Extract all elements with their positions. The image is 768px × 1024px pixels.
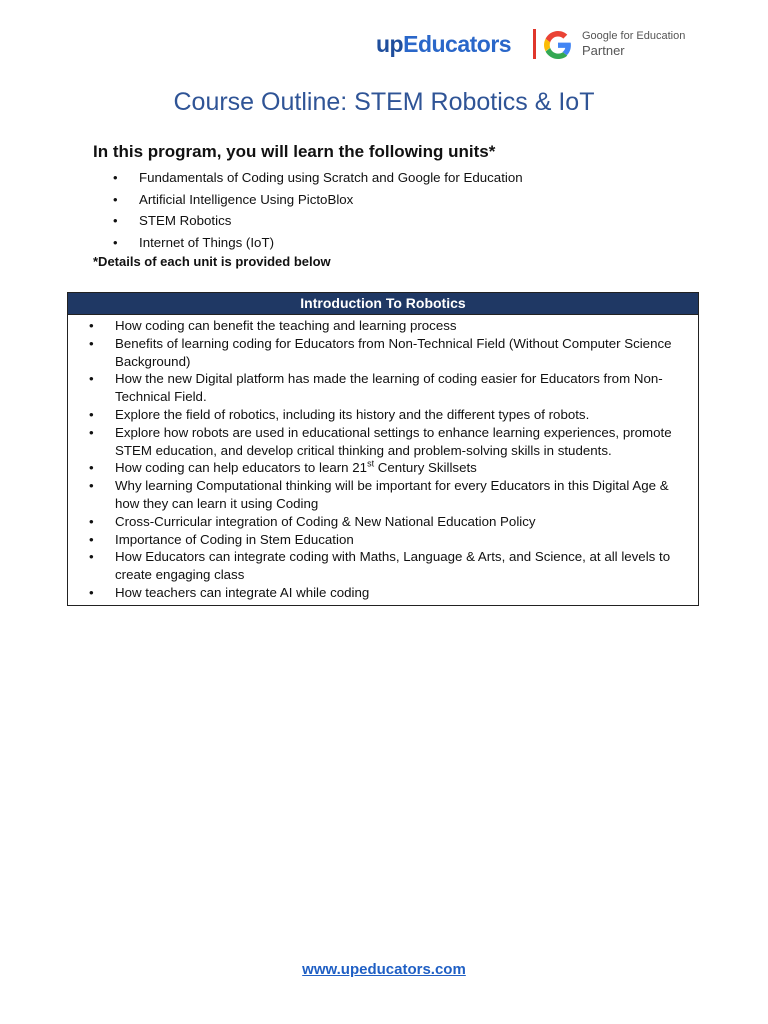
- topic-item: • Benefits of learning coding for Educators from Non-Technical Field (Without Computer Science Background): [89, 335, 692, 371]
- topic-item: • How Educators can integrate coding with Maths, Language & Arts, and Science, at all levels to create engaging class: [89, 548, 692, 584]
- header-logos: [376, 26, 696, 66]
- logo-divider: [533, 29, 536, 59]
- topic-item: • How the new Digital platform has made the learning of coding easier for Educators from Non-Technical Field.: [89, 370, 692, 406]
- unit-table-body: [68, 315, 698, 605]
- unit-item: • Artificial Intelligence Using PictoBlox: [113, 189, 523, 211]
- unit-table-header: Introduction To Robotics: [68, 293, 698, 315]
- unit-table: [67, 292, 699, 606]
- unit-item: • Fundamentals of Coding using Scratch and Google for Education: [113, 167, 523, 189]
- topic-item: • How coding can benefit the teaching and learning process: [89, 317, 692, 335]
- topic-item: [89, 459, 692, 477]
- unit-item: • STEM Robotics: [113, 210, 523, 232]
- page-title: Course Outline: STEM Robotics & IoT: [173, 88, 595, 116]
- topic-item: • How teachers can integrate AI while coding: [89, 584, 692, 602]
- details-note: *Details of each unit is provided below: [93, 254, 331, 269]
- topic-text-after: Century Skillsets: [374, 460, 477, 476]
- google-for-education-partner: [582, 29, 685, 58]
- upeducators-logo: [376, 26, 511, 62]
- topic-item: • Cross-Curricular integration of Coding & New National Education Policy: [89, 513, 692, 531]
- units-list: [113, 167, 523, 253]
- topic-item: • Why learning Computational thinking will be important for every Educators in this Digital Age & how they can learn it using Coding: [89, 477, 692, 513]
- topics-list: [89, 317, 692, 602]
- topic-item: • Explore how robots are used in educational settings to enhance learning experiences, promote STEM education, and develop critical thinking and problem-solving skills in students.: [89, 424, 692, 460]
- website-link[interactable]: www.upeducators.com: [302, 961, 466, 978]
- partner-line2: Partner: [582, 43, 625, 58]
- partner-line1: Google for Education: [582, 30, 686, 42]
- topic-text-before: How coding can help educators to learn 21: [115, 460, 368, 476]
- topic-item: • Importance of Coding in Stem Education: [89, 531, 692, 549]
- topic-item: • Explore the field of robotics, including its history and the different types of robots.: [89, 406, 692, 424]
- unit-item: • Internet of Things (IoT): [113, 232, 523, 254]
- google-g-icon: [544, 31, 572, 59]
- intro-heading: In this program, you will learn the following units*: [93, 142, 496, 161]
- topic-superscript: st: [367, 458, 375, 469]
- logo-prefix: up: [376, 31, 404, 57]
- logo-suffix: Educators: [403, 31, 512, 57]
